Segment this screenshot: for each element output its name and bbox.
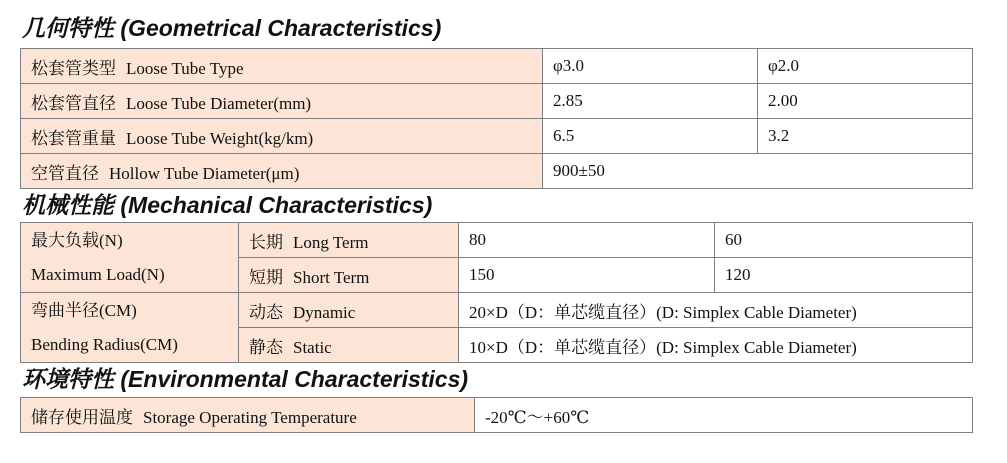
- sub-label: [239, 328, 459, 363]
- value-cell: 120: [715, 258, 973, 293]
- geometrical-table: [20, 48, 973, 189]
- value-cell: -20℃～+60℃: [475, 398, 973, 433]
- value-cell: 900±50: [543, 154, 973, 189]
- table-row: [21, 49, 973, 84]
- value-cell: 2.85: [543, 84, 758, 119]
- label-en: Dynamic: [293, 302, 356, 322]
- value-cell: 60: [715, 223, 973, 258]
- value-cell: 2.00: [758, 84, 973, 119]
- sub-label: [239, 223, 459, 258]
- table-row: [21, 293, 973, 328]
- label-cn: 空管直径: [31, 163, 99, 183]
- label-cn: 松套管重量: [31, 128, 116, 148]
- label-cn: 动态: [249, 302, 283, 322]
- table-row: [21, 84, 973, 119]
- label-cn: 短期: [249, 267, 283, 287]
- table-row: [21, 154, 973, 189]
- table-row: [21, 119, 973, 154]
- group-label: [21, 293, 239, 363]
- label-cn: 松套管类型: [31, 58, 116, 78]
- group-label: [21, 223, 239, 293]
- label-en: Hollow Tube Diameter(μm): [109, 163, 300, 183]
- value-cell: 3.2: [758, 119, 973, 154]
- label-en: Bending Radius(CM): [31, 334, 178, 354]
- label-cn: 静态: [249, 337, 283, 357]
- label-cn: 储存使用温度: [31, 407, 133, 427]
- table-row: [21, 223, 973, 258]
- label-cn: 松套管直径: [31, 93, 116, 113]
- label-en: Long Term: [293, 232, 369, 252]
- row-label: [21, 84, 543, 119]
- value-cell: φ3.0: [543, 49, 758, 84]
- table-row: [21, 398, 973, 433]
- value-cell: 150: [459, 258, 715, 293]
- label-en: Loose Tube Type: [126, 58, 244, 78]
- row-label: [21, 398, 475, 433]
- value-cell: 20×D（D：单芯缆直径）(D: Simplex Cable Diameter): [459, 293, 973, 328]
- sub-label: [239, 293, 459, 328]
- geometrical-heading: 几何特性 (Geometrical Characteristics): [22, 15, 442, 41]
- label-en: Maximum Load(N): [31, 264, 165, 284]
- row-label: [21, 119, 543, 154]
- label-en: Storage Operating Temperature: [143, 407, 357, 427]
- value-cell: 6.5: [543, 119, 758, 154]
- environmental-table: [20, 397, 973, 433]
- label-en: Short Term: [293, 267, 370, 287]
- mechanical-table: [20, 222, 973, 363]
- environmental-heading: 环境特性 (Environmental Characteristics): [22, 366, 469, 392]
- value-cell: 80: [459, 223, 715, 258]
- sub-label: [239, 258, 459, 293]
- label-cn: 最大负载(N): [31, 230, 123, 250]
- mechanical-heading: 机械性能 (Mechanical Characteristics): [22, 192, 433, 218]
- label-cn: 弯曲半径(CM): [31, 300, 137, 320]
- label-cn: 长期: [249, 232, 283, 252]
- label-en: Loose Tube Weight(kg/km): [126, 128, 314, 148]
- row-label: [21, 154, 543, 189]
- label-en: Loose Tube Diameter(mm): [126, 93, 312, 113]
- value-cell: φ2.0: [758, 49, 973, 84]
- label-en: Static: [293, 337, 332, 357]
- row-label: [21, 49, 543, 84]
- value-cell: 10×D（D：单芯缆直径）(D: Simplex Cable Diameter): [459, 328, 973, 363]
